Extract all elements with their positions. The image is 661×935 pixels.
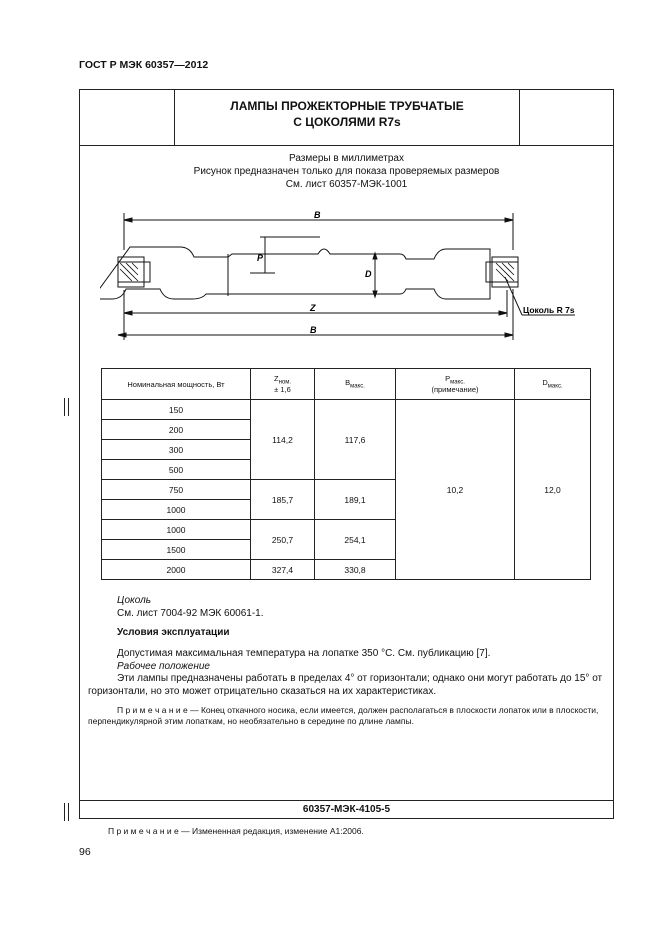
b-cell: 330,8 [315, 560, 396, 580]
p-cell: 10,2 [396, 400, 515, 580]
caption-purpose: Рисунок предназначен только для показа проверяемых размеров [193, 166, 500, 177]
position-title: Рабочее положение [117, 661, 210, 672]
lamp-drawing [100, 205, 590, 345]
inner-note: П р и м е ч а н и е — Конец откачного носика, если имеется, должен располагаться в плоскости лопаток или в плоскости, перпендикулярной этим лопаткам, но необязательно в середине по длине лампы. [88, 705, 599, 726]
base-label: Цоколь R 7s [523, 305, 575, 315]
title-line-1: ЛАМПЫ ПРОЖЕКТОРНЫЕ ТРУБЧАТЫЕ [230, 99, 464, 113]
power-cell: 750 [102, 480, 251, 500]
power-cell: 1000 [102, 520, 251, 540]
table-header-row [102, 369, 591, 400]
b-cell: 254,1 [315, 520, 396, 560]
power-cell: 1500 [102, 540, 251, 560]
temperature-text: Допустимая максимальная температура на лопатке 350 °С. См. публикацию [7]. [117, 648, 491, 659]
power-cell: 2000 [102, 560, 251, 580]
header-z: $Z_{ном.}$ ± 1,6 [251, 369, 315, 400]
lamp-dimensions-table [101, 368, 591, 580]
z-cell: 327,4 [251, 560, 315, 580]
dim-label-b-bottom: B [310, 325, 317, 335]
position-text: Эти лампы предназначены работать в пределах 4° от горизонтали; однако они могут работать до 15° от горизонтали, но это может отрицательно сказаться на их характеристиках. [88, 673, 603, 697]
b-cell: 189,1 [315, 480, 396, 520]
power-cell: 1000 [102, 500, 251, 520]
change-bar [68, 803, 69, 821]
bottom-note: П р и м е ч а н и е — Измененная редакция, изменение А1:2006. [108, 826, 364, 836]
caption-units: Размеры в миллиметрах [289, 153, 404, 164]
standard-header: ГОСТ Р МЭК 60357—2012 [79, 59, 209, 71]
footer-divider [79, 800, 614, 801]
base-reference: См. лист 7004-92 МЭК 60061-1. [117, 608, 264, 619]
header-b: $B_{макс.}$ [315, 369, 396, 400]
b-cell: 117,6 [315, 400, 396, 480]
power-cell: 200 [102, 420, 251, 440]
z-cell: 250,7 [251, 520, 315, 560]
dim-label-p: P [257, 253, 264, 263]
power-cell: 500 [102, 460, 251, 480]
change-bar [68, 398, 69, 416]
page-number: 96 [79, 846, 91, 858]
sheet-header [79, 89, 614, 146]
header-d: $D_{макс.}$ [515, 369, 591, 400]
z-cell: 185,7 [251, 480, 315, 520]
caption-ref: См. лист 60357-МЭК-1001 [285, 179, 408, 190]
d-cell: 12,0 [515, 400, 591, 580]
change-bar [64, 803, 65, 821]
sheet-title [175, 98, 519, 130]
dim-label-d: D [365, 269, 372, 279]
dim-label-b-top: B [314, 210, 321, 220]
header-p: $P_{макс.}$ (примечание) [396, 369, 515, 400]
table-row [102, 400, 591, 420]
z-cell: 114,2 [251, 400, 315, 480]
header-power: Номинальная мощность, Вт [102, 369, 251, 400]
change-bar [64, 398, 65, 416]
power-cell: 300 [102, 440, 251, 460]
title-line-2: С ЦОКОЛЯМИ R7s [293, 115, 401, 129]
conditions-title: Условия эксплуатации [117, 627, 230, 638]
base-title: Цоколь [117, 595, 152, 606]
power-cell: 150 [102, 400, 251, 420]
dim-label-z: Z [310, 303, 316, 313]
sheet-code: 60357-МЭК-4105-5 [302, 804, 391, 815]
